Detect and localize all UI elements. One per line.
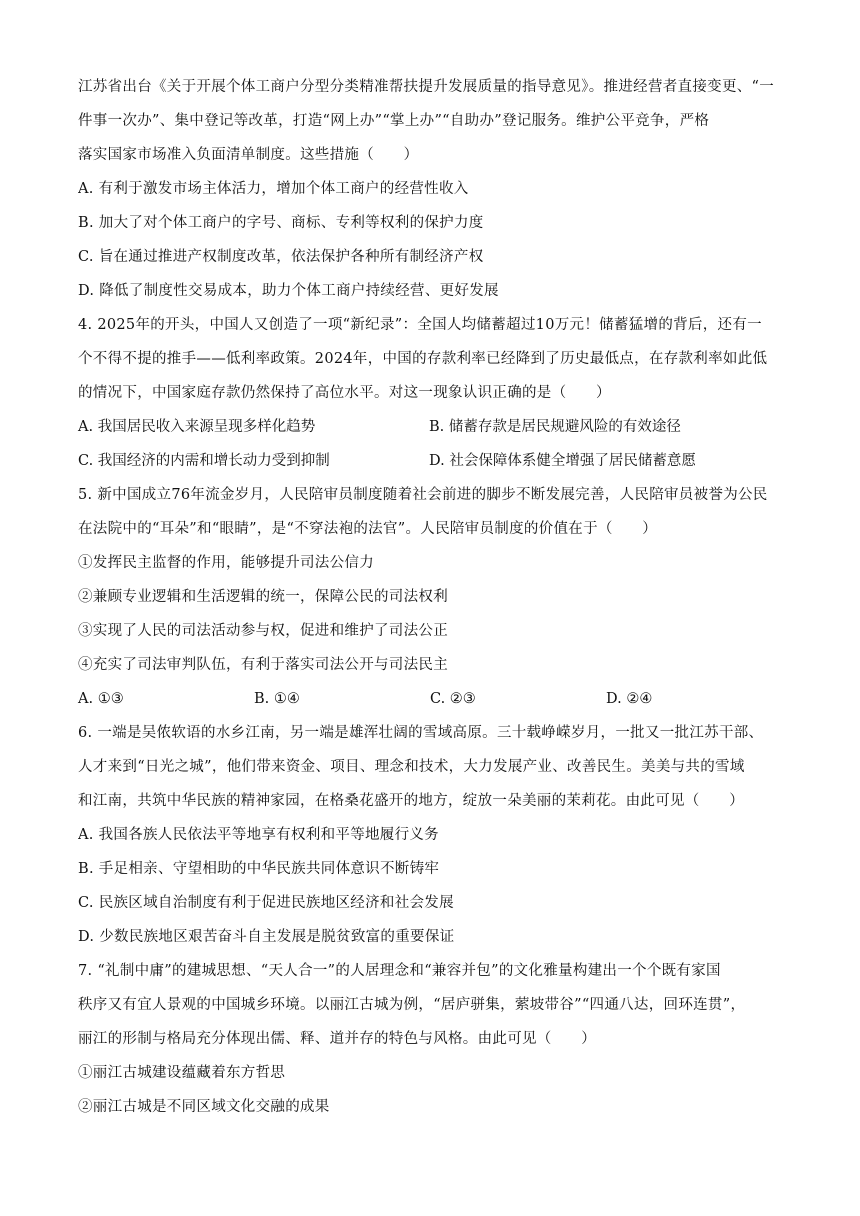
option-d: D. ②④ [606, 691, 653, 707]
question-5 [78, 478, 790, 716]
question-stem-line: 个不得不提的推手——低利率政策。2024年，中国的存款利率已经降到了历史最低点，在存款利率如此低 [78, 351, 768, 367]
option-c: C. 我国经济的内需和增长动力受到抑制 [78, 453, 330, 469]
question-stem-line: 5. 新中国成立76年流金岁月，人民陪审员制度随着社会前进的脚步不断发展完善，人民陪审员被誉为公民 [78, 487, 768, 503]
option-d: D. 降低了制度性交易成本，助力个体工商户持续经营、更好发展 [78, 283, 499, 299]
question-3 [78, 70, 790, 308]
question-stem-line: 在法院中的“耳朵”和“眼睛”，是“不穿法袍的法官”。人民陪审员制度的价值在于（ ） [78, 521, 658, 537]
option-row [78, 444, 790, 478]
question-stem-line: 落实国家市场准入负面清单制度。这些措施（ ） [78, 147, 419, 163]
option-row [78, 682, 790, 716]
question-stem-line: 丽江的形制与格局充分体现出儒、释、道并存的特色与风格。由此可见（ ） [78, 1031, 596, 1047]
option-a: A. 我国各族人民依法平等地享有权利和平等地履行义务 [78, 827, 439, 843]
question-6 [78, 716, 790, 954]
question-stem-line: 人才来到“日光之城”，他们带来资金、项目、理念和技术，大力发展产业、改善民生。美美与共的雪域 [78, 759, 745, 775]
statement-item: ④充实了司法审判队伍，有利于落实司法公开与司法民主 [78, 657, 448, 673]
option-row [78, 410, 790, 444]
exam-page [78, 70, 790, 1124]
option-c: C. 旨在通过推进产权制度改革，依法保护各种所有制经济产权 [78, 249, 484, 265]
statement-item: ②丽江古城是不同区域文化交融的成果 [78, 1099, 330, 1115]
option-b: B. ①④ [254, 691, 300, 707]
question-stem-line: 的情况下，中国家庭存款仍然保持了高位水平。对这一现象认识正确的是（ ） [78, 385, 611, 401]
question-stem-line: 秩序又有宜人景观的中国城乡环境。以丽江古城为例，“居庐骈集，萦坡带谷”“四通八达，回环连贯”， [78, 997, 746, 1013]
option-b: B. 加大了对个体工商户的字号、商标、专利等权利的保护力度 [78, 215, 484, 231]
option-a: A. ①③ [78, 691, 124, 707]
option-b: B. 手足相亲、守望相助的中华民族共同体意识不断铸牢 [78, 861, 440, 877]
statement-item: ①发挥民主监督的作用，能够提升司法公信力 [78, 555, 374, 571]
option-c: C. 民族区域自治制度有利于促进民族地区经济和社会发展 [78, 895, 454, 911]
option-a: A. 有利于激发市场主体活力，增加个体工商户的经营性收入 [78, 181, 469, 197]
question-stem-line: 6. 一端是吴侬软语的水乡江南，另一端是雄浑壮阔的雪域高原。三十载峥嵘岁月，一批又一批江苏干部、 [78, 725, 764, 741]
question-stem-line: 件事一次办”、集中登记等改革，打造“网上办”“掌上办”“自助办”登记服务。维护公平竞争，严格 [78, 113, 710, 129]
question-stem-line: 和江南，共筑中华民族的精神家园，在格桑花盛开的地方，绽放一朵美丽的茉莉花。由此可见（ ） [78, 793, 744, 809]
option-c: C. ②③ [430, 691, 476, 707]
option-d: D. 少数民族地区艰苦奋斗自主发展是脱贫致富的重要保证 [78, 929, 455, 945]
question-stem-line: 4. 2025年的开头，中国人又创造了一项“新纪录”：全国人均储蓄超过10万元！储蓄猛增的背后，还有一 [78, 317, 762, 333]
option-a: A. 我国居民收入来源呈现多样化趋势 [78, 419, 316, 435]
option-d: D. 社会保障体系健全增强了居民储蓄意愿 [429, 453, 696, 469]
question-4 [78, 308, 790, 478]
option-b: B. 储蓄存款是居民规避风险的有效途径 [429, 419, 681, 435]
statement-item: ③实现了人民的司法活动参与权，促进和维护了司法公正 [78, 623, 448, 639]
question-stem-line: 7. “礼制中庸”的建城思想、“天人合一”的人居理念和“兼容并包”的文化雅量构建出一个个既有家国 [78, 963, 721, 979]
question-7 [78, 954, 790, 1124]
statement-item: ②兼顾专业逻辑和生活逻辑的统一，保障公民的司法权利 [78, 589, 448, 605]
question-stem-line: 江苏省出台《关于开展个体工商户分型分类精准帮扶提升发展质量的指导意见》。推进经营者直接变更、“一 [78, 79, 775, 95]
statement-item: ①丽江古城建设蕴藏着东方哲思 [78, 1065, 286, 1081]
